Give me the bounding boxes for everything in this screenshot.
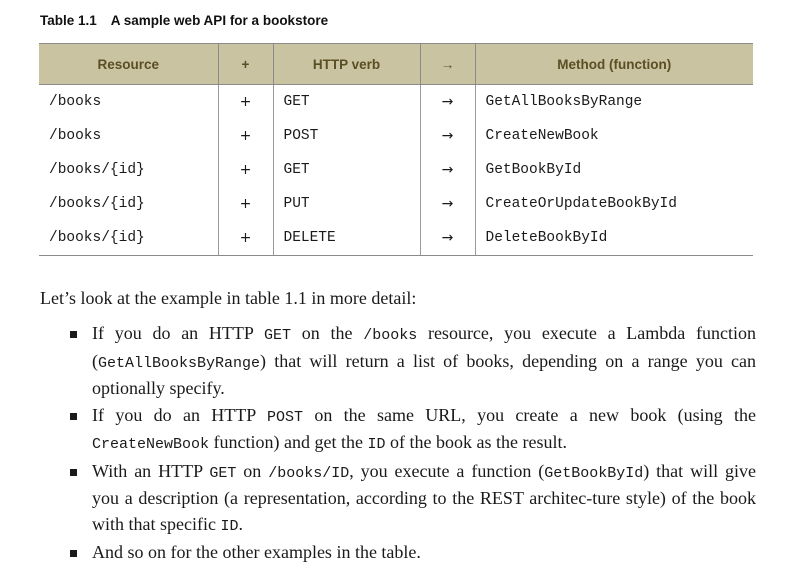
cell-method: CreateOrUpdateBookById	[485, 196, 677, 212]
table-caption	[40, 13, 328, 28]
cell-verb: DELETE	[273, 221, 420, 256]
table-row	[39, 221, 753, 256]
text-run: on	[236, 460, 269, 481]
bullet-square-icon	[70, 331, 77, 338]
cell-resource: /books/{id}	[39, 187, 218, 221]
table-row	[39, 119, 753, 153]
inline-code: CreateNewBook	[92, 436, 210, 453]
list-item	[40, 459, 756, 540]
cell-method: CreateNewBook	[485, 128, 599, 144]
cell-plus: +	[218, 85, 273, 120]
table-row	[39, 187, 753, 221]
text-run: on the	[291, 323, 364, 343]
cell-verb: GET	[273, 153, 420, 187]
text-run: ) that will return a list of books, depending on a range you can optionally specify.	[92, 350, 756, 398]
text-run: .	[238, 513, 243, 534]
cell-arrow: →	[420, 119, 475, 153]
inline-code: ID	[367, 436, 386, 453]
cell-verb: PUT	[273, 187, 420, 221]
inline-code: /books	[363, 327, 418, 344]
bullet-text	[92, 461, 756, 534]
table-row	[39, 153, 753, 187]
inline-code: /books/ID	[268, 464, 350, 482]
header-resource: Resource	[39, 44, 218, 85]
list-item	[40, 403, 756, 458]
list-item	[40, 321, 756, 402]
bullet-square-icon	[70, 550, 77, 557]
cell-arrow: →	[420, 153, 475, 187]
cell-resource: /books/{id}	[39, 221, 218, 256]
text-run: resource, you execute a Lambda function (	[92, 323, 756, 371]
inline-code: GetBookById	[544, 464, 644, 482]
header-arrow: →	[420, 44, 475, 85]
table-header-row	[39, 44, 753, 85]
inline-code: POST	[266, 408, 303, 426]
inline-code: GET	[209, 464, 237, 482]
cell-method: GetBookById	[485, 162, 582, 178]
cell-resource: /books	[39, 85, 218, 120]
bullet-square-icon	[70, 413, 77, 420]
text-run: And so on for the other examples in the table.	[92, 542, 421, 562]
cell-arrow: →	[420, 187, 475, 221]
header-plus: +	[218, 44, 273, 85]
bullet-text	[92, 542, 421, 562]
bullet-list	[40, 321, 756, 566]
text-run: If you do an HTTP	[92, 404, 267, 425]
bullet-text	[92, 323, 756, 398]
header-http-verb: HTTP verb	[273, 44, 420, 85]
table-row	[39, 85, 753, 120]
inline-code: GetAllBooksByRange	[98, 354, 261, 372]
cell-resource: /books/{id}	[39, 153, 218, 187]
cell-verb: POST	[273, 119, 420, 153]
text-run: With an HTTP	[92, 460, 210, 481]
table-title: A sample web API for a bookstore	[110, 13, 329, 28]
text-run: of the book as the result.	[385, 432, 567, 452]
bullet-text	[92, 405, 756, 453]
inline-code: GET	[263, 327, 291, 344]
header-method: Method (function)	[475, 44, 753, 85]
cell-verb: GET	[273, 85, 420, 120]
body-text	[40, 285, 756, 567]
cell-method: GetAllBooksByRange	[485, 94, 643, 110]
table-number: Table 1.1	[40, 13, 97, 28]
api-table	[39, 43, 753, 256]
cell-plus: +	[218, 153, 273, 187]
inline-code: ID	[220, 517, 239, 535]
text-run: on the same URL, you create a new book (using the	[302, 404, 756, 425]
intro-paragraph: Let’s look at the example in table 1.1 in more detail:	[40, 288, 417, 308]
cell-plus: +	[218, 119, 273, 153]
bullet-square-icon	[70, 469, 77, 476]
cell-plus: +	[218, 221, 273, 256]
cell-resource: /books	[39, 119, 218, 153]
text-run: function) and get the	[209, 432, 368, 452]
text-run: , you execute a function (	[349, 460, 545, 481]
text-run: ) that will give you a description (a representation, according to the REST architec-ture style) of the book with that specific	[92, 460, 756, 534]
list-item	[40, 540, 756, 566]
cell-plus: +	[218, 187, 273, 221]
cell-arrow: →	[420, 221, 475, 256]
cell-method: DeleteBookById	[475, 221, 753, 256]
cell-arrow: →	[420, 85, 475, 120]
text-run: If you do an HTTP	[92, 323, 264, 343]
